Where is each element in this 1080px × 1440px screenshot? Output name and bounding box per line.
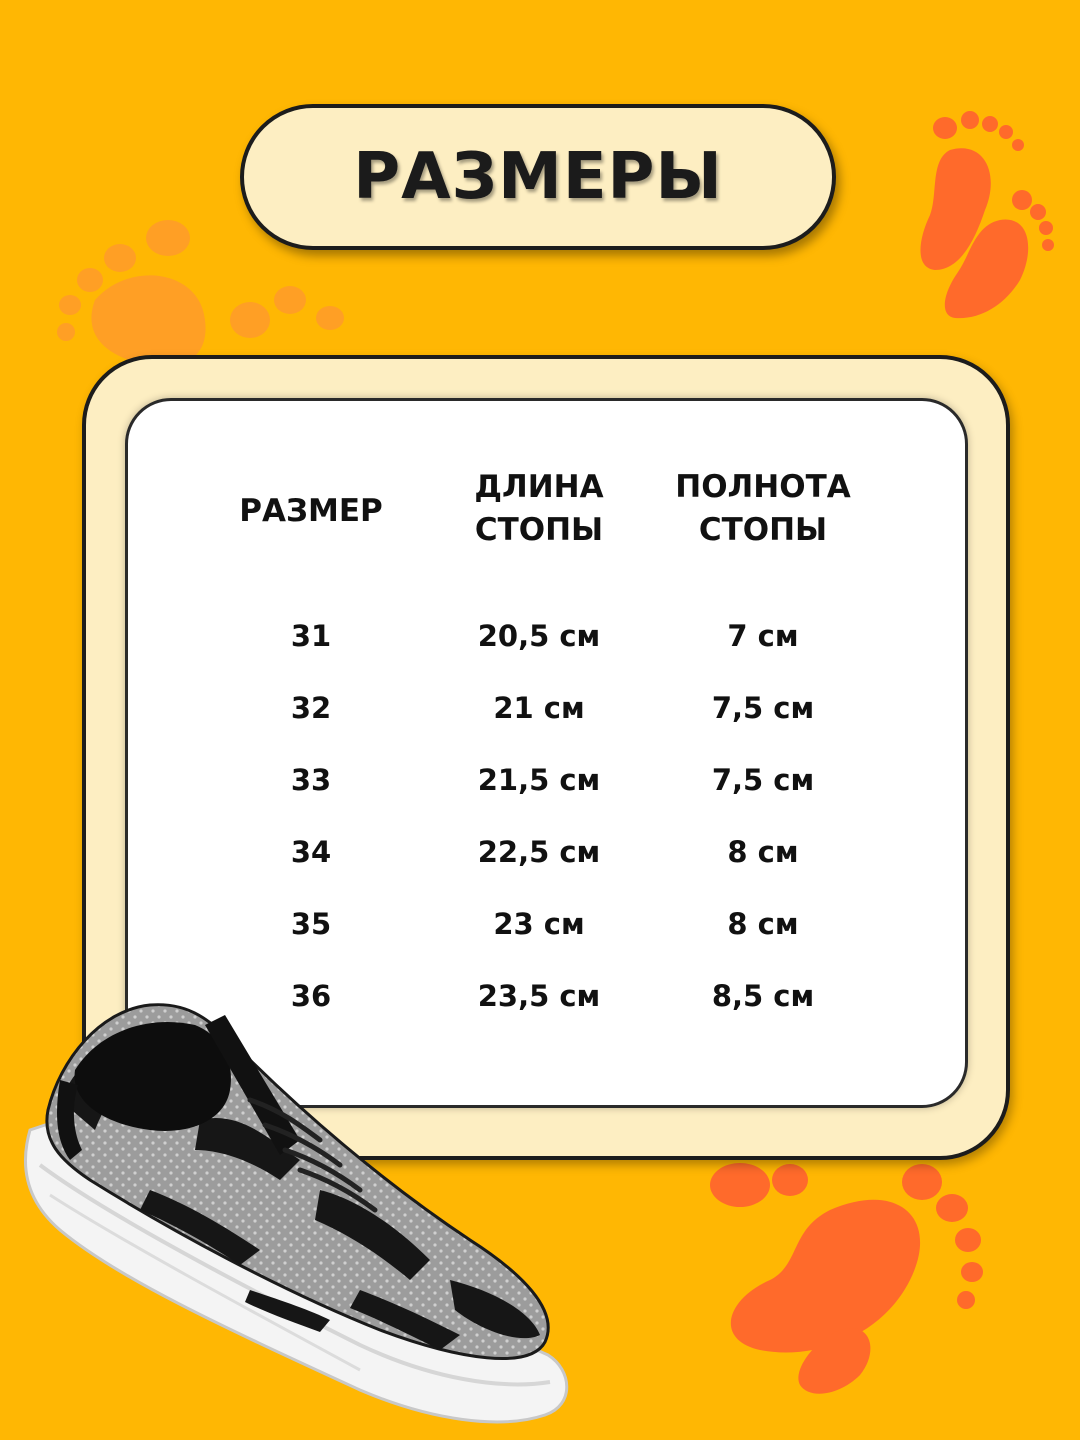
column-header-size: РАЗМЕР: [239, 493, 383, 529]
footprint-icon: [710, 1163, 983, 1394]
foot-width-cell: 8 см: [727, 835, 799, 869]
size-cell: 32: [290, 691, 332, 725]
page-title: РАЗМЕРЫ: [353, 140, 723, 214]
size-cell: 36: [290, 979, 332, 1013]
sneaker-image: [0, 990, 580, 1440]
size-cell: 31: [290, 619, 332, 653]
foot-width-cell: 7,5 см: [711, 691, 815, 725]
size-cell: 33: [290, 763, 332, 797]
foot-width-cell: 8 см: [727, 907, 799, 941]
foot-length-cell: 21,5 см: [477, 763, 601, 797]
column-header-foot-width: ПОЛНОТА СТОПЫ: [675, 469, 851, 548]
foot-width-cell: 8,5 см: [711, 979, 815, 1013]
foot-length-cell: 23,5 см: [477, 979, 601, 1013]
foot-length-cell: 20,5 см: [477, 619, 601, 653]
foot-width-cell: 7,5 см: [711, 763, 815, 797]
foot-length-cell: 22,5 см: [477, 835, 601, 869]
column-header-foot-length: ДЛИНА СТОПЫ: [474, 469, 604, 548]
foot-length-cell: 23 см: [493, 907, 585, 941]
size-cell: 35: [290, 907, 332, 941]
title-banner: [240, 104, 836, 250]
foot-width-cell: 7 см: [727, 619, 799, 653]
footprint-icon: [920, 111, 1054, 318]
size-cell: 34: [290, 835, 332, 869]
foot-length-cell: 21 см: [493, 691, 585, 725]
